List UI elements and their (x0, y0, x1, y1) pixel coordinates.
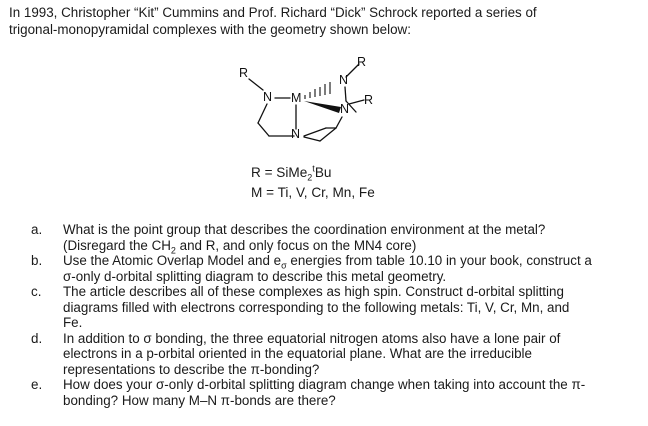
r-definition-subscript: 2 (307, 172, 313, 183)
atom-r-top-right: R (357, 55, 367, 69)
question-b-subscript: σ (281, 260, 287, 271)
atom-metal: M (291, 91, 302, 105)
question-b-line-2: σ-only d-orbital splitting diagram to describe this metal geometry. (63, 268, 447, 284)
question-d-line-3: representations to describe the π-bonding? (63, 361, 320, 377)
atom-n-left: N (263, 90, 273, 104)
r-definition-prefix: R = SiMe (251, 165, 308, 180)
question-e-line-1: How does your σ-only d-orbital splitting diagram change when taking into account the π- (63, 377, 586, 392)
bond-wedge-m-n-right (304, 101, 341, 113)
r-definition (251, 163, 375, 183)
atom-n-back: N (339, 73, 349, 87)
atom-n-bottom: N (291, 127, 301, 141)
question-e (31, 377, 636, 408)
intro-line-2: trigonal-monopyramidal complexes with the geometry shown below: (9, 22, 411, 37)
question-b-line-1-part-2: energies from table 10.10 in your book, construct a (286, 253, 592, 268)
atom-n-right: N (340, 102, 350, 116)
bond-ring-left-1 (258, 104, 267, 123)
bond-ring-right-1 (336, 117, 342, 128)
question-c (31, 284, 636, 331)
bond-ring-left-2 (258, 123, 269, 136)
question-b (31, 253, 636, 284)
question-label: a. (31, 222, 43, 237)
m-definition: M = Ti, V, Cr, Mn, Fe (251, 185, 375, 200)
question-e-line-2: bonding? How many M–N π-bonds are there? (63, 392, 336, 408)
atom-r-top-left: R (239, 66, 249, 80)
question-a-line-2-part-1: (Disregard the CH (63, 237, 171, 253)
question-label: c. (31, 284, 42, 299)
question-c-line-1: The article describes all of these complexes as high spin. Construct d-orbital splitting (63, 284, 564, 299)
question-c-line-2: diagrams filled with electrons corresponding to the following metals: Ti, V, Cr, Mn, and (63, 299, 570, 315)
question-a-subscript: 2 (170, 245, 176, 256)
question-c-line-3: Fe. (63, 315, 83, 330)
question-a-line-2-part-2: and R, and only focus on the MN4 core) (175, 237, 417, 253)
bond-ring-back-1 (345, 87, 346, 101)
r-definition-suffix: Bu (314, 165, 332, 180)
question-a (31, 222, 636, 256)
question-d (31, 331, 636, 378)
question-d-line-2: electrons in a p-orbital oriented in the equatorial plane. What are the irreducible (63, 346, 532, 361)
question-b-line-1 (63, 253, 636, 269)
bond-n-right-r (349, 100, 364, 104)
bond-r-n-left (249, 79, 263, 90)
structure-definitions (251, 163, 375, 203)
question-b-line-1-part-1: Use the Atomic Overlap Model and e (63, 253, 282, 268)
question-d-line-1: In addition to σ bonding, the three equatorial nitrogen atoms also have a lone pair of (63, 330, 561, 346)
intro-paragraph (9, 4, 639, 38)
question-a-line-1: What is the point group that describes the coordination environment at the metal? (63, 222, 546, 237)
bond-bridge-2 (304, 137, 320, 141)
bond-ring-right-3 (304, 128, 326, 136)
question-a-line-2 (63, 238, 636, 254)
r-definition-superscript: t (312, 163, 315, 174)
bond-hashed-m-n-back (305, 82, 330, 99)
question-label: d. (31, 330, 43, 346)
molecule-structure (216, 57, 392, 167)
atom-r-right: R (364, 93, 374, 107)
question-label: e. (31, 377, 43, 392)
intro-line-1: In 1993, Christopher “Kit” Cummins and Prof. Richard “Dick” Schrock reported a series of (9, 5, 537, 20)
question-label: b. (31, 253, 43, 268)
question-list (31, 222, 636, 408)
